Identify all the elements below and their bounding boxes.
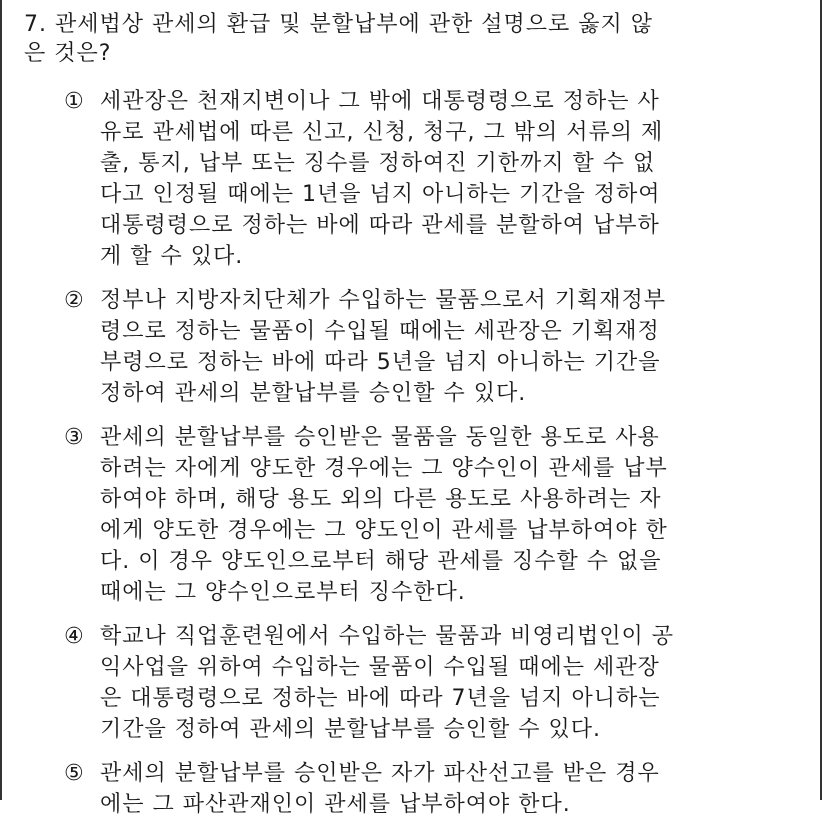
option-text: 관세의 분할납부를 승인받은 물품을 동일한 용도로 사용 하려는 자에게 양도한 경우에는 그 양수인이 관세를 납부 하여야 하며, 해당 용도 외의 다른 용도로 사용하려는 자 에게 양도한 경우에는 그 양도인이 관세를 납부하여야 한 다. 이 경우 양도인으로부터 해당 관세를 징수할 수 없을 때에는 그 양수인으로부터 징수한다. bbox=[100, 425, 668, 605]
option-marker: ③ bbox=[64, 425, 85, 450]
option-5[interactable] bbox=[64, 758, 764, 820]
option-text: 세관장은 천재지변이나 그 밖에 대통령령으로 정하는 사 유로 관세법에 따른 신고, 신청, 청구, 그 밖의 서류의 제 출, 통지, 납부 또는 징수를 정하여진 기한까지 할 수 없 다고 인정될 때에는 1년을 넘지 아니하는 기간을 정하여 대통령령으로 정하는 바에 따라 관세를 분할하여 납부하 게 할 수 있다. bbox=[100, 89, 664, 269]
option-marker: ① bbox=[64, 89, 85, 114]
option-2[interactable] bbox=[64, 285, 764, 409]
question-stem bbox=[24, 10, 784, 68]
option-1[interactable] bbox=[64, 86, 764, 272]
answer-options bbox=[64, 86, 764, 833]
option-3[interactable] bbox=[64, 422, 764, 608]
option-marker: ② bbox=[64, 288, 85, 313]
question-number: 7. bbox=[24, 12, 47, 37]
option-text: 학교나 직업훈련원에서 수입하는 물품과 비영리법인이 공 익사업을 위하여 수입하는 물품이 수입될 때에는 세관장 은 대통령령으로 정하는 바에 따라 7년을 넘지 아니하는 기간을 정하여 관세의 분할납부를 승인할 수 있다. bbox=[100, 624, 675, 742]
option-marker: ⑤ bbox=[64, 761, 85, 786]
option-marker: ④ bbox=[64, 624, 85, 649]
option-text: 정부나 지방자치단체가 수입하는 물품으로서 기획재정부 령으로 정하는 물품이 수입될 때에는 세관장은 기획재정 부령으로 정하는 바에 따라 5년을 넘지 아니하는 기간을 정하여 관세의 분할납부를 승인할 수 있다. bbox=[100, 288, 667, 406]
option-text: 관세의 분할납부를 승인받은 자가 파산선고를 받은 경우 에는 그 파산관재인이 관세를 납부하여야 한다. bbox=[100, 761, 660, 817]
question-text: 관세법상 관세의 환급 및 분할납부에 관한 설명으로 옳지 않 은 것은? bbox=[24, 12, 653, 66]
option-4[interactable] bbox=[64, 621, 764, 745]
